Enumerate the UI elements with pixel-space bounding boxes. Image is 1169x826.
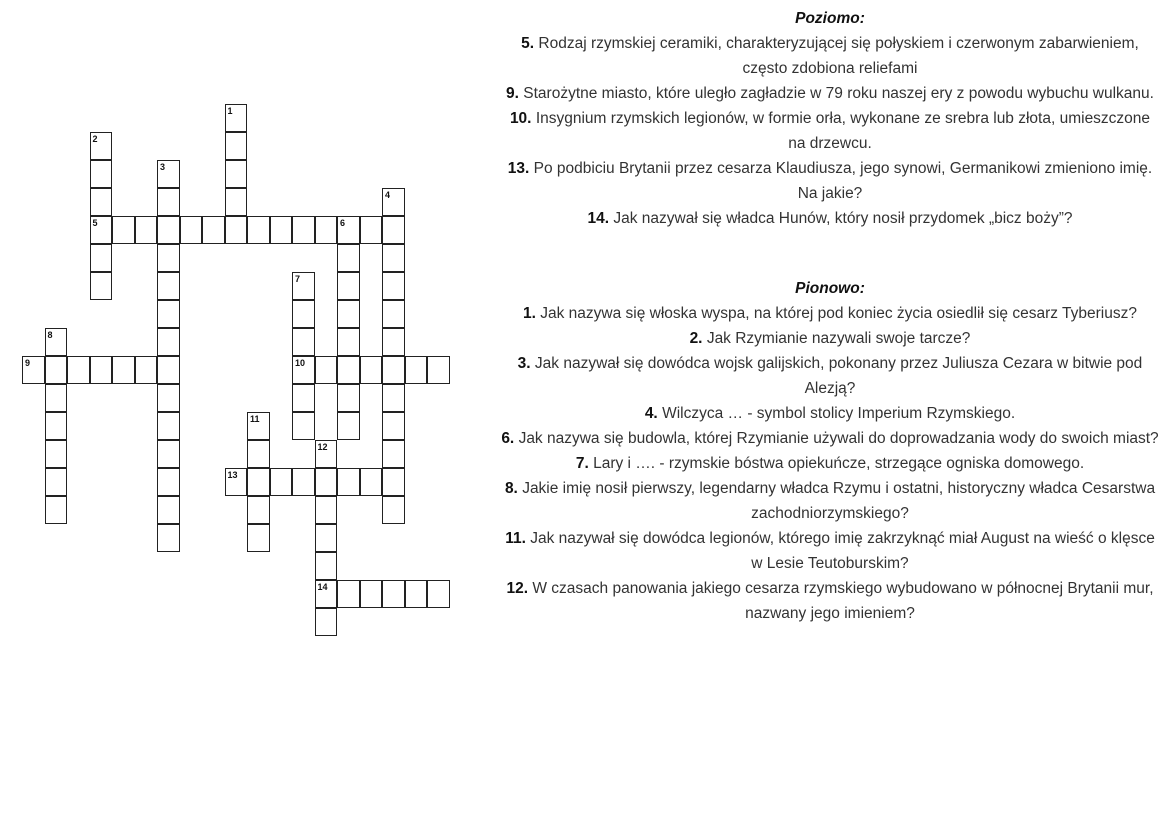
clue-across-10: 10. Insygnium rzymskich legionów, w formie orła, wykonane ze srebra lub złota, umieszczone na drzewcu. <box>509 110 1151 152</box>
grid-cell[interactable] <box>67 356 90 384</box>
grid-cell[interactable] <box>337 300 360 328</box>
clue-number-9: 9 <box>25 358 31 368</box>
grid-cell[interactable] <box>157 524 180 552</box>
grid-cell[interactable] <box>382 272 405 300</box>
grid-cell[interactable] <box>315 524 338 552</box>
grid-cell[interactable] <box>360 356 383 384</box>
grid-cell[interactable] <box>337 384 360 412</box>
clue-down-12: 12. W czasach panowania jakiego cesarza rzymskiego wybudowano w północnej Brytanii mur, nazwany jego imieniem? <box>506 580 1154 622</box>
grid-cell[interactable] <box>45 356 68 384</box>
grid-cell[interactable] <box>225 216 248 244</box>
grid-cell[interactable] <box>382 496 405 524</box>
grid-cell[interactable] <box>45 496 68 524</box>
clue-across-9: 9. Starożytne miasto, które uległo zagładzie w 79 roku naszej ery z powodu wybuchu wulkanu. <box>506 85 1154 102</box>
grid-cell[interactable] <box>405 356 428 384</box>
grid-cell[interactable] <box>45 412 68 440</box>
grid-cell[interactable] <box>382 216 405 244</box>
down-clue-list <box>500 301 1160 626</box>
grid-cell[interactable] <box>135 216 158 244</box>
grid-cell[interactable] <box>427 580 450 608</box>
grid-cell[interactable] <box>135 356 158 384</box>
grid-cell[interactable] <box>90 160 113 188</box>
grid-cell[interactable] <box>382 580 405 608</box>
clue-number-10: 10 <box>295 358 306 368</box>
clue-number-11: 11 <box>250 414 260 424</box>
grid-cell[interactable] <box>157 496 180 524</box>
grid-cell[interactable] <box>382 244 405 272</box>
grid-cell[interactable] <box>292 216 315 244</box>
grid-cell[interactable] <box>337 244 360 272</box>
clue-number-12: 12 <box>317 442 328 452</box>
grid-cell[interactable] <box>382 468 405 496</box>
grid-cell[interactable] <box>157 384 180 412</box>
grid-cell[interactable] <box>202 216 225 244</box>
grid-cell[interactable] <box>292 328 315 356</box>
grid-cell[interactable] <box>225 160 248 188</box>
clue-across-5: 5. Rodzaj rzymskiej ceramiki, charakteryzującej się połyskiem i czerwonym zabarwieniem, często zdobiona reliefami <box>521 35 1139 77</box>
grid-cell[interactable] <box>360 216 383 244</box>
grid-cell[interactable] <box>157 244 180 272</box>
grid-cell[interactable] <box>157 272 180 300</box>
grid-cell[interactable] <box>337 328 360 356</box>
grid-cell[interactable] <box>382 384 405 412</box>
grid-cell[interactable] <box>45 440 68 468</box>
grid-cell[interactable] <box>360 468 383 496</box>
grid-cell[interactable] <box>90 188 113 216</box>
clue-down-3: 3. Jak nazywał się dowódca wojsk galijskich, pokonany przez Juliusza Cezara w bitwie pod Alezją? <box>517 355 1143 397</box>
grid-cell[interactable] <box>315 468 338 496</box>
clue-number-2: 2 <box>92 134 98 144</box>
grid-cell[interactable] <box>247 216 270 244</box>
grid-cell[interactable] <box>157 440 180 468</box>
grid-cell[interactable] <box>270 216 293 244</box>
grid-cell[interactable] <box>427 356 450 384</box>
down-heading: Pionowo: <box>795 280 865 297</box>
clue-down-1: 1. Jak nazywa się włoska wyspa, na której pod koniec życia osiedlił się cesarz Tyberiusz? <box>523 305 1137 322</box>
grid-cell[interactable] <box>112 216 135 244</box>
grid-cell[interactable] <box>405 580 428 608</box>
grid-cell[interactable] <box>292 300 315 328</box>
clue-number-14: 14 <box>317 582 328 592</box>
grid-cell[interactable] <box>90 356 113 384</box>
grid-cell[interactable] <box>360 580 383 608</box>
grid-cell[interactable] <box>247 468 270 496</box>
grid-cell[interactable] <box>157 468 180 496</box>
clue-down-7: 7. Lary i …. - rzymskie bóstwa opiekuńcze, strzegące ogniska domowego. <box>575 455 1085 472</box>
grid-cell[interactable] <box>247 440 270 468</box>
grid-cell[interactable] <box>180 216 203 244</box>
grid-cell[interactable] <box>337 468 360 496</box>
grid-cell[interactable] <box>315 496 338 524</box>
clue-number-1: 1 <box>227 106 233 116</box>
grid-cell[interactable] <box>157 188 180 216</box>
grid-cell[interactable] <box>157 300 180 328</box>
grid-cell[interactable] <box>337 412 360 440</box>
across-clue-list <box>500 31 1160 231</box>
clue-across-13: 13. Po podbiciu Brytanii przez cesarza Klaudiusza, jego synowi, Germanikowi zmieniono imię. Na jakie? <box>507 160 1153 202</box>
clue-number-13: 13 <box>227 470 238 480</box>
clue-number-5: 5 <box>92 218 98 228</box>
grid-cell[interactable] <box>247 496 270 524</box>
clue-number-7: 7 <box>295 274 301 284</box>
grid-cell[interactable] <box>292 384 315 412</box>
grid-cell[interactable] <box>337 580 360 608</box>
clue-down-8: 8. Jakie imię nosił pierwszy, legendarny władca Rzymu i ostatni, historyczny władca Cesarstwa zachodniorzymskiego? <box>504 480 1156 522</box>
clue-number-8: 8 <box>47 330 53 340</box>
clue-down-2: 2. Jak Rzymianie nazywali swoje tarcze? <box>689 330 971 347</box>
clue-number-4: 4 <box>385 190 391 200</box>
grid-cell[interactable] <box>90 244 113 272</box>
grid-cell[interactable] <box>270 468 293 496</box>
grid-cell[interactable] <box>315 608 338 636</box>
clue-number-3: 3 <box>160 162 166 172</box>
clue-down-6: 6. Jak nazywa się budowla, której Rzymianie używali do doprowadzania wody do swoich miast? <box>501 430 1159 447</box>
grid-cell[interactable] <box>225 132 248 160</box>
grid-cell[interactable] <box>247 524 270 552</box>
clue-across-14: 14. Jak nazywał się władca Hunów, który nosił przydomek „bicz boży”? <box>587 210 1073 227</box>
grid-cell[interactable] <box>337 356 360 384</box>
grid-cell[interactable] <box>315 216 338 244</box>
grid-cell[interactable] <box>382 440 405 468</box>
across-heading: Poziomo: <box>795 10 865 27</box>
clue-down-4: 4. Wilczyca … - symbol stolicy Imperium Rzymskiego. <box>644 405 1016 422</box>
grid-cell[interactable] <box>315 356 338 384</box>
clues-panel <box>500 6 1160 626</box>
grid-cell[interactable] <box>382 412 405 440</box>
grid-cell[interactable] <box>292 468 315 496</box>
grid-cell[interactable] <box>112 356 135 384</box>
grid-cell[interactable] <box>382 328 405 356</box>
crossword-grid <box>0 0 470 660</box>
grid-cell[interactable] <box>225 188 248 216</box>
grid-cell[interactable] <box>337 272 360 300</box>
grid-cell[interactable] <box>157 356 180 384</box>
clue-down-11: 11. Jak nazywał się dowódca legionów, którego imię zakrzyknąć miał August na wieść o klęsce w Lesie Teutoburskim? <box>505 530 1155 572</box>
grid-cell[interactable] <box>315 552 338 580</box>
grid-cell[interactable] <box>90 272 113 300</box>
grid-cell[interactable] <box>382 356 405 384</box>
grid-cell[interactable] <box>382 300 405 328</box>
grid-cell[interactable] <box>45 468 68 496</box>
grid-cell[interactable] <box>157 412 180 440</box>
grid-cell[interactable] <box>45 384 68 412</box>
grid-cell[interactable] <box>292 412 315 440</box>
clue-number-6: 6 <box>340 218 346 228</box>
grid-cell[interactable] <box>157 328 180 356</box>
grid-cell[interactable] <box>157 216 180 244</box>
